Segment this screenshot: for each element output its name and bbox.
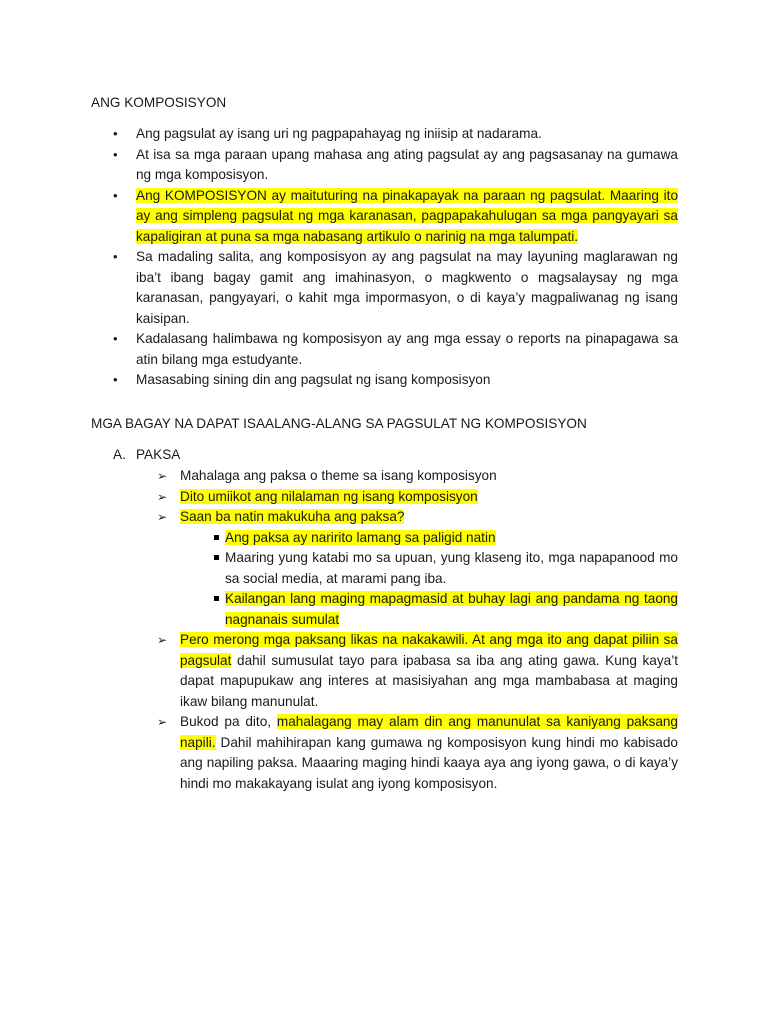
highlighted-text: Ang KOMPOSISYON ay maituturing na pinakapayak na paraan ng pagsulat. Maaring ito ay ang simpleng pagsulat ng mga karanasan, pagpapakahulugan sa mga pangyayari sa kapaligiran at puna sa mga nabasang artikulo o narinig na mga talumpati. [136, 187, 678, 244]
body-text: Sa madaling salita, ang komposisyon ay ang pagsulat na may layuning maglarawan ng iba’t ibang bagay gamit ang imahinasyon, o magkwento o magsalaysay ng mga karanasan, pangyayari, o kahit mga impormasyon, o di kaya’y magpaliwanag ng isang kaisipan. [136, 249, 678, 326]
bullet-item [0, 145, 678, 186]
square-item [0, 548, 678, 589]
body-text: Dahil mahihirapan kang gumawa ng komposisyon kung hindi mo kabisado ang napiling paksa. Maaaring maging hindi kaaya aya ang iyong gawa, o di kaya’y hindi mo makakayang isulat ang iyong komposisyon. [180, 734, 678, 791]
list-item-a-title: PAKSA [136, 447, 181, 462]
arrow-item [0, 487, 678, 508]
bullet-icon: • [113, 331, 118, 346]
bullet-item [0, 186, 678, 248]
section-heading-mga-bagay: MGA BAGAY NA DAPAT ISAALANG-ALANG SA PAGSULAT NG KOMPOSISYON [91, 416, 587, 431]
bullet-icon: • [113, 372, 118, 387]
highlighted-text: mahalagang may alam din ang manunulat sa kaniyang paksang napili. [180, 714, 678, 750]
body-text: Maaring yung katabi mo sa upuan, yung klaseng ito, mga napapanood mo sa social media, at marami pang iba. [225, 550, 678, 586]
arrow-item [0, 630, 678, 712]
bullet-icon: • [113, 187, 118, 203]
body-text: Masasabing sining din ang pagsulat ng isang komposisyon [136, 372, 491, 387]
highlighted-text: Ang paksa ay naririto lamang sa paligid natin [225, 529, 496, 545]
arrow-item [0, 466, 678, 487]
square-bullet-icon [214, 535, 219, 540]
bullet-icon: • [113, 126, 118, 141]
arrow-list-paksa [0, 466, 678, 794]
arrow-bullet-icon: ➢ [157, 510, 168, 524]
highlighted-text: Kailangan lang maging mapagmasid at buhay lagi ang pandama ng taong nagnanais sumulat [225, 591, 678, 627]
bullet-icon: • [113, 249, 118, 264]
bullet-list-komposisyon [0, 124, 678, 391]
bullet-item [0, 124, 678, 145]
section-heading-komposisyon: ANG KOMPOSISYON [91, 95, 227, 110]
list-item-a-label: A. [113, 447, 126, 462]
body-text: dahil sumusulat tayo para ipabasa sa iba ang ating gawa. Kung kaya’t dapat mapupukaw ang interes at masisiyahan ang mga mambabasa at maging ikaw bilang manunulat. [180, 652, 678, 709]
body-text: Bukod pa dito, [180, 714, 277, 729]
highlighted-text: Pero merong mga paksang likas na nakakawili. At ang mga ito ang dapat piliin sa pagsulat [180, 632, 678, 668]
square-item [0, 589, 678, 630]
arrow-bullet-icon: ➢ [157, 469, 168, 483]
square-sublist [180, 528, 678, 631]
bullet-item [0, 370, 678, 391]
bullet-icon: • [113, 146, 118, 162]
body-text: Mahalaga ang paksa o theme sa isang komposisyon [180, 468, 497, 483]
arrow-bullet-icon: ➢ [157, 489, 168, 504]
bullet-item [0, 247, 678, 329]
square-bullet-icon [214, 555, 219, 560]
square-bullet-icon [214, 596, 219, 601]
body-text: At isa sa mga paraan upang mahasa ang ating pagsulat ay ang pagsasanay na gumawa ng mga komposisyon. [136, 146, 678, 182]
square-item [0, 528, 678, 549]
arrow-bullet-icon: ➢ [157, 633, 168, 647]
arrow-item [0, 712, 678, 794]
body-text: Kadalasang halimbawa ng komposisyon ay ang mga essay o reports na pinapagawa sa atin bilang mga estudyante. [136, 331, 678, 367]
bullet-item [0, 329, 678, 370]
body-text: Ang pagsulat ay isang uri ng pagpapahayag ng iniisip at nadarama. [136, 126, 542, 141]
highlighted-text: Dito umiikot ang nilalaman ng isang komposisyon [180, 488, 478, 504]
arrow-bullet-icon: ➢ [157, 715, 168, 729]
highlighted-text: Saan ba natin makukuha ang paksa? [180, 509, 405, 524]
arrow-item [0, 507, 678, 630]
